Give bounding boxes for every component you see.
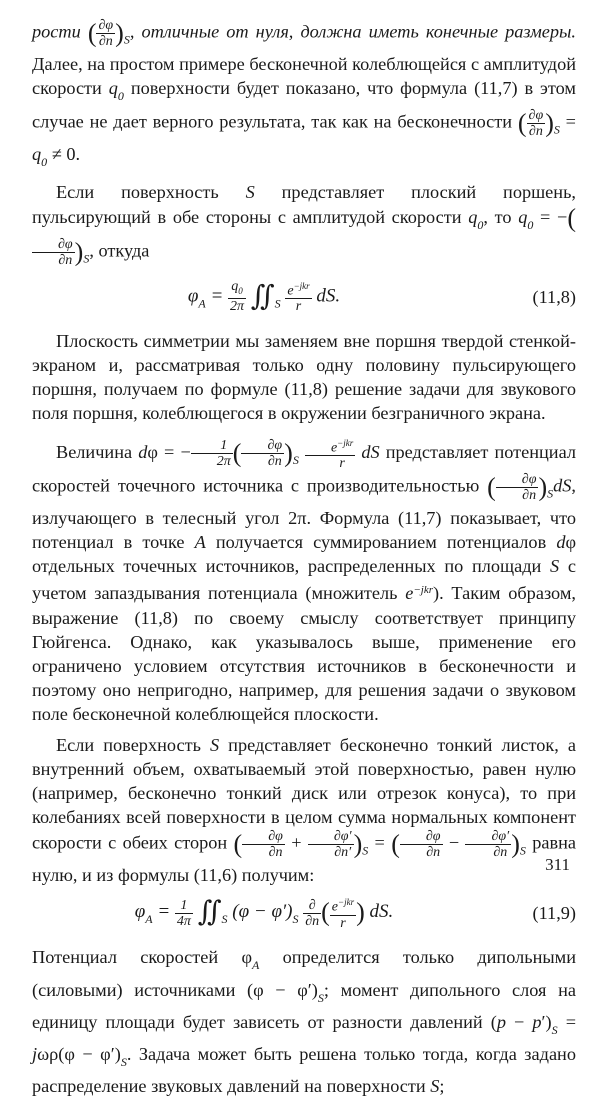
paragraph-6: Потенциал скоростей $\varphi_A$ определится только дипольными (силовыми) источниками $(\varphi - \varphi')_S$; момент дипольного слоя на единицу площади будет зависеть от разности давлений $(p - p')_S = j\omega\rho(\varphi - \varphi')_S$. Задача может быть решена только тогда, когда задано распределение звуковых давлений на поверхности S; (32, 947, 577, 1097)
equation-11-8 (32, 273, 576, 321)
paragraph-3: Плоскость симметрии мы заменяем вне поршня твердой стенкой-экраном и, рассматривая только одну половину пульсирующего поршня, получаем по формуле (11,8) решение задачи для звукового поля поршня, колеблющегося в окружении безграничного экрана. (32, 330, 576, 424)
book-page (32, 18, 577, 1097)
equation-11-9-number: (11,9) (532, 903, 576, 924)
equation-11-9-formula: $\varphi_A$ = $\frac{1}{4\pi}$ $∬_S$ $(\varphi - \varphi')_S$ $\frac{\partial}{\partial n}$ ( $\frac{e^{-jkr}}{r}$ ) dS. (134, 896, 394, 931)
paragraph-2: Если поверхность S представляет плоский поршень, пульсирующий в обе стороны с амплитудой скорости $q_0$, то $q_0$ = −( $\frac{\partial\varphi}{\partial n}$ )$_S$, откуда (32, 182, 576, 268)
paragraph-5: Если поверхность S представляет бесконечно тонкий листок, а внутренний объем, охватываемый этой поверхностью, равен нулю (например, бесконечно тонкий диск или отрезок конуса), то при колебаниях всей поверхности в целом сумма нормальных компонент скорости с обеих сторон ( $\frac{\partial\varphi}{\partial n}$ + $\frac{\partial\varphi'}{\partial n'}$ )$_S$ = ( $\frac{\partial\varphi}{\partial n}$ − $\frac{\partial\varphi'}{\partial n}$ )$_S$ равна нулю, и из формулы (11,6) получим: (32, 734, 576, 886)
equation-11-9 (32, 889, 576, 937)
paragraph-1: рости ( $\frac{\partial\varphi}{\partial n}$ )$_S$, отличные от нуля, должна иметь конечные размеры. Далее, на простом примере бесконечной колеблющейся с амплитудой скорости $q_0$ поверхности будет показано, что формула (11,7) в этом случае не дает верного результата, так как на бесконечности ( $\frac{\partial\varphi}{\partial n}$ )$_S = q_0 \ne 0$. (32, 18, 577, 170)
paragraph-4: Величина dφ = − $\frac{1}{2\pi}$ ( $\frac{\partial\varphi}{\partial n}$ )$_S$ $\frac{e^{-jkr}}{r}$ dS представляет потенциал скоростей точечного источника с производительностью ( $\frac{\partial\varphi}{\partial n}$ )$_SdS$, излучающего в телесный угол 2π. Формула (11,7) показывает, что потенциал в точке A получается суммированием потенциалов dφ отдельных точечных источников, распределенных по площади S с учетом запаздывания потенциала (множитель $e^{-jkr}$). Таким образом, выражение (11,8) по своему смыслу соответствует принципу Гюйгенса. Однако, как указывалось выше, применение его ограничено условием отсутствия источников в бесконечности и поэтому оно непригодно, например, для решения задачи о звуковом поле бесконечной колеблющейся плоскости. (32, 437, 577, 725)
equation-11-8-number: (11,8) (532, 286, 576, 307)
equation-11-8-formula: $\varphi_A$ = $\frac{q_0}{2\pi}$ $∬_S$ $\frac{e^{-jkr}}{r}$ dS. (187, 278, 341, 315)
page-number: 311 (545, 855, 570, 874)
